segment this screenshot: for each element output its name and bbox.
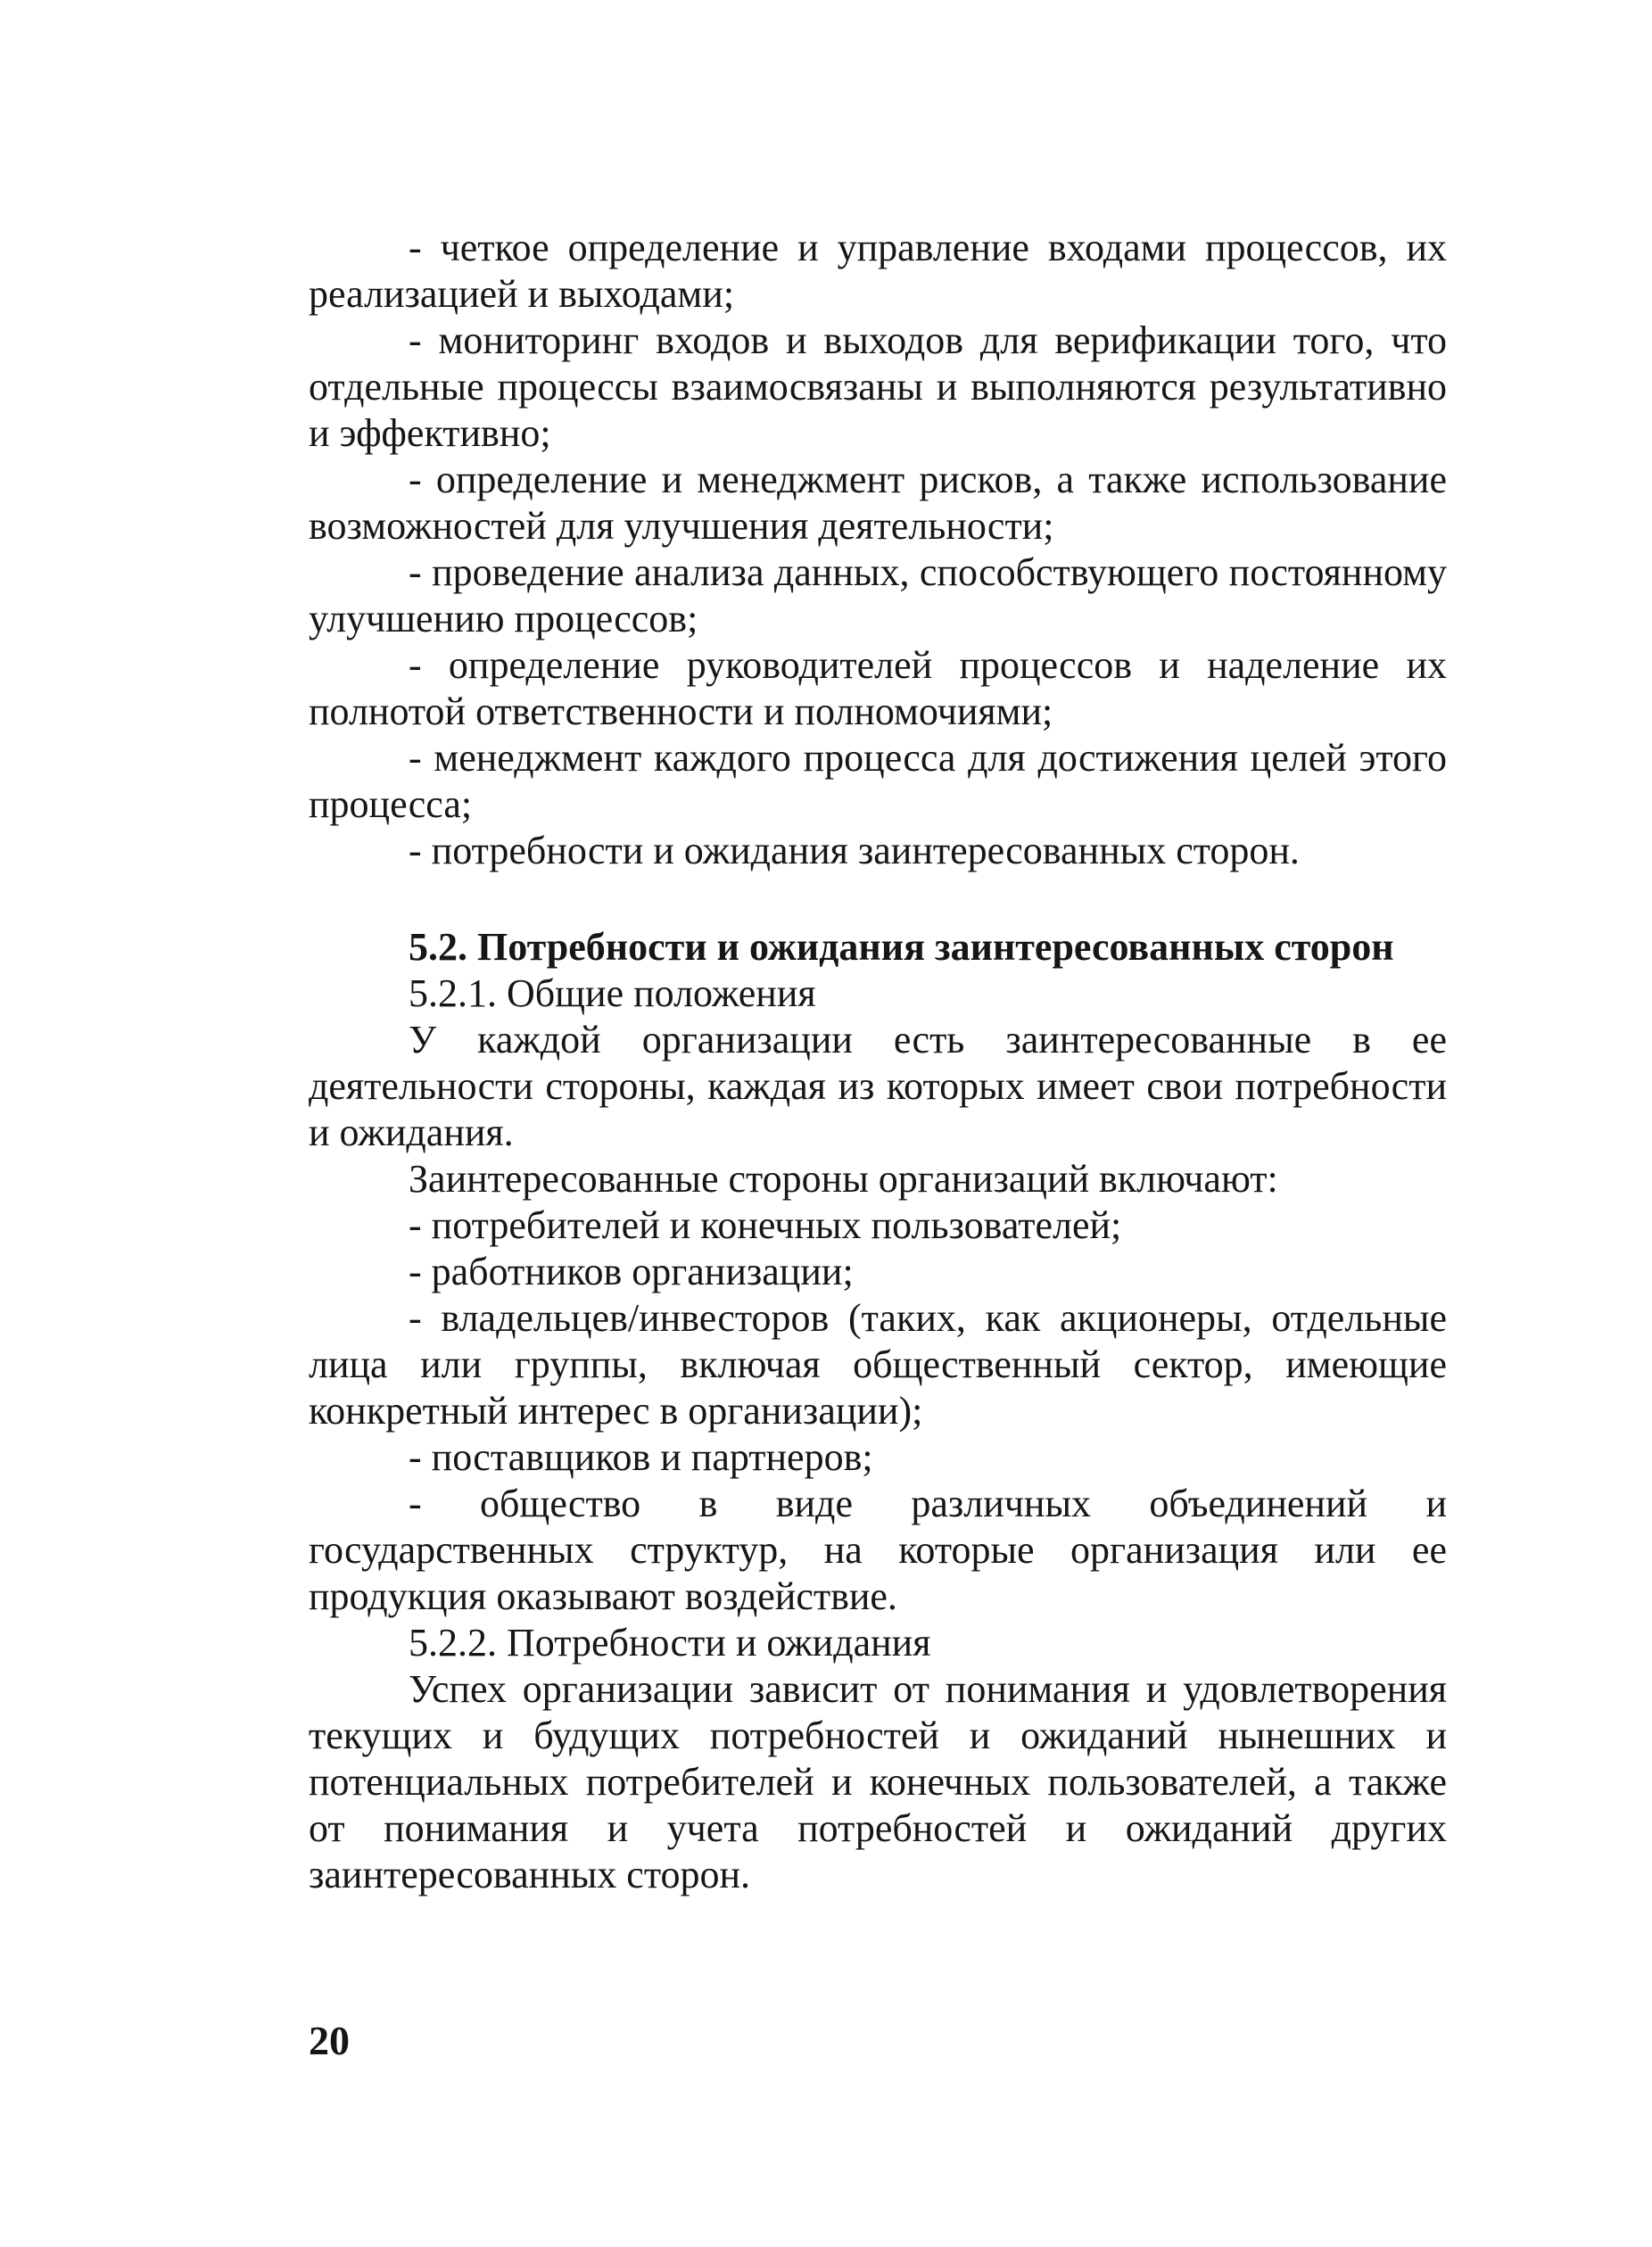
list-item: - потребности и ожидания заинтересованных сторон. (409, 829, 1300, 872)
subsection-heading: 5.2.1. Общие положения (409, 971, 816, 1015)
subsection-heading: 5.2.2. Потребности и ожидания (409, 1621, 931, 1665)
list-item: - определение и менеджмент рисков, а также использование возможностей для улучшения деятельности; (309, 458, 1447, 548)
paragraph: Заинтересованные стороны организаций включают: (409, 1157, 1278, 1201)
paragraph: У каждой организации есть заинтересованные в ее деятельности стороны, каждая из которых имеет свои потребности и ожидания. (309, 1018, 1447, 1154)
section-heading: 5.2. Потребности и ожидания заинтересованных сторон (409, 925, 1394, 969)
page-body (309, 225, 1447, 1898)
list-item: - четкое определение и управление входами процессов, их реализацией и выходами; (309, 226, 1447, 316)
list-item: - работников организации; (409, 1250, 854, 1293)
list-item: - проведение анализа данных, способствующего постоянному улучшению процессов; (309, 550, 1447, 640)
list-item: - менеджмент каждого процесса для достижения целей этого процесса; (309, 736, 1447, 826)
paragraph: Успех организации зависит от понимания и удовлетворения текущих и будущих потребностей и ожиданий нынешних и потенциальных потребителей и конечных пользователей, а также от понимания и учета потребностей и ожиданий других заинтересованных сторон. (309, 1667, 1447, 1896)
page-number: 20 (309, 2018, 350, 2063)
list-item: - общество в виде различных объединений и государственных структур, на которые организация или ее продукция оказывают воздействие. (309, 1482, 1447, 1618)
list-item: - определение руководителей процессов и наделение их полнотой ответственности и полномочиями; (309, 643, 1447, 733)
list-item: - потребителей и конечных пользователей; (409, 1203, 1122, 1247)
list-item: - мониторинг входов и выходов для верификации того, что отдельные процессы взаимосвязаны и выполняются результативно и эффективно; (309, 318, 1447, 455)
list-item: - поставщиков и партнеров; (409, 1435, 873, 1479)
list-item: - владельцев/инвесторов (таких, как акционеры, отдельные лица или группы, включая общественный сектор, имеющие конкретный интерес в организации); (309, 1296, 1447, 1433)
